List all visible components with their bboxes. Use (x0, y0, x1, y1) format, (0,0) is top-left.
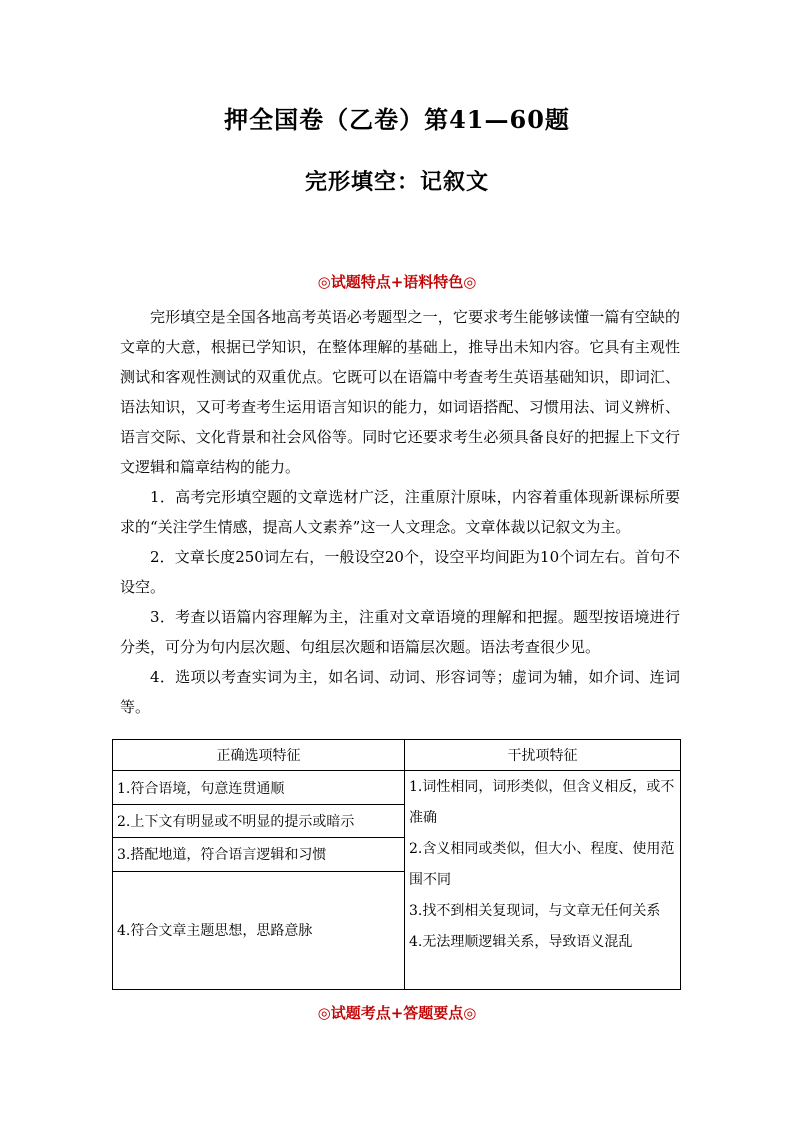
distractor-feature-1: 1.词性相同，词形类似，但含义相反，或不准确 (409, 779, 675, 827)
page-title: 押全国卷（乙卷）第41—60题 (224, 105, 570, 134)
paragraph: 完形填空是全国各地高考英语必考题型之一，它要求考生能够读懂一篇有空缺的文章的大意，根据已学知识，在整体理解的基础上，推导出未知内容。它具有主观性测试和客观性测试的双重优点。它既可以在语篇中考查考生英语基础知识，即词汇、语法知识，又可考查考生运用语言知识的能力，如词语搭配、习惯用法、词义辨析、语言交际、文化背景和社会风俗等。同时它还要求考生必须具备良好的把握上下文行文逻辑和篇章结构的能力。 (120, 308, 680, 476)
section-heading-key-points: ◎试题考点+答题要点◎ (317, 1004, 477, 1022)
correct-feature-3: 3.搭配地道，符合语言逻辑和习惯 (113, 838, 405, 871)
section-heading-features: ◎试题特点+语料特色◎ (317, 273, 477, 291)
paragraph: 2．文章长度250词左右，一般设空20个，设空平均间距为10个词左右。首句不设空。 (120, 548, 680, 596)
page-subtitle: 完形填空：记叙文 (304, 169, 489, 195)
distractor-features-cell (405, 771, 681, 990)
distractor-feature-3: 3.找不到相关复现词，与文章无任何关系 (409, 903, 661, 920)
header-distractor-options: 干扰项特征 (405, 740, 681, 771)
paragraph: 1．高考完形填空题的文章选材广泛，注重原汁原味，内容着重体现新课标所要求的“关注学生情感，提高人文素养”这一人文理念。文章体裁以记叙文为主。 (120, 488, 680, 536)
distractor-feature-2: 2.含义相同或类似，但大小、程度、使用范围不同 (409, 841, 675, 889)
correct-feature-1: 1.符合语境，句意连贯通顺 (113, 771, 405, 804)
intro-body (120, 302, 680, 722)
correct-feature-2: 2.上下文有明显或不明显的提示或暗示 (113, 804, 405, 837)
correct-feature-4: 4.符合文章主题思想，思路意脉 (113, 871, 405, 989)
paragraph: 4．选项以考查实词为主，如名词、动词、形容词等；虚词为辅，如介词、连词等。 (120, 668, 680, 716)
option-features-table (112, 739, 681, 990)
table-header-row (113, 740, 681, 771)
table-row (113, 771, 681, 804)
header-correct-options: 正确选项特征 (113, 740, 405, 771)
distractor-feature-4: 4.无法理顺逻辑关系，导致语义混乱 (409, 934, 633, 951)
paragraph: 3．考查以语篇内容理解为主，注重对文章语境的理解和把握。题型按语境进行分类，可分为句内层次题、句组层次题和语篇层次题。语法考查很少见。 (120, 608, 680, 656)
